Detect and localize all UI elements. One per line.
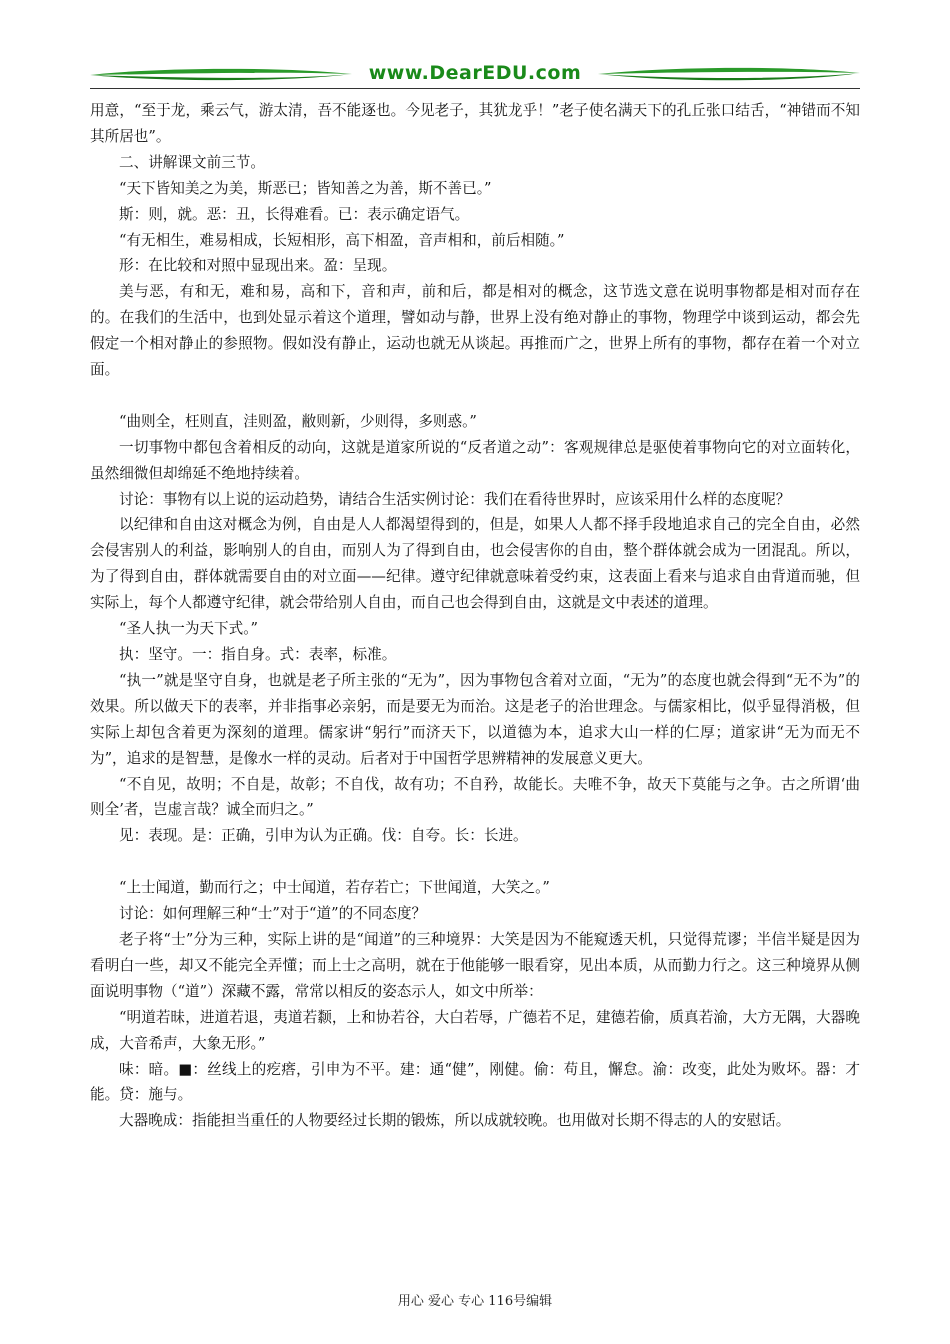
quote: “上士闻道，勤而行之；中士闻道，若存若亡；下世闻道，大笑之。” [119,879,550,897]
site-header [90,58,860,90]
annotation: 形：在比较和对照中显现出来。盈：呈现。 [119,257,397,275]
paragraph: 美与恶，有和无，难和易，高和下，音和声，前和后，都是相对的概念，这节选文意在说明事物都是相对而存在的。在我们的生活中，也到处显示着这个道理，譬如动与静，世界上没有绝对静止的事物，物理学中谈到运动，都会先假定一个相对静止的参照物。假如没有静止，运动也就无从谈起。再推而广之，世界上所有的事物，都存在着一个对立面。 [90,283,860,379]
paragraph: 以纪律和自由这对概念为例，自由是人人都渴望得到的，但是，如果人人都不择手段地追求自己的完全自由，必然会侵害别人的利益，影响别人的自由，而别人为了得到自由，也会侵害你的自由，整个群体就会成为一团混乱。所以，为了得到自由，群体就需要自由的对立面——纪律。遵守纪律就意味着受约束，这表面上看来与追求自由背道而驰，但实际上，每个人都遵守纪律，就会带给别人自由，而自己也会得到自由，这就是文中表述的道理。 [90,516,860,612]
quote: “圣人执一为天下式。” [119,620,258,638]
blank-line [90,849,860,875]
quote: “不自见，故明；不自是，故彰；不自伐，故有功；不自矜，故能长。夫唯不争，故天下莫能与之争。古之所谓‘曲则全’者，岂虚言哉？诚全而归之。” [90,775,860,819]
paragraph: “执一”就是坚守自身，也就是老子所主张的“无为”，因为事物包含着对立面，“无为”的态度也就会得到“无不为”的效果。所以做天下的表率，并非指事必亲躬，而是要无为而治。这是老子的治世理念。与儒家相比，似乎显得消极，但实际上却包含着更为深刻的道理。儒家讲“躬行”而济天下，以道德为本，追求大山一样的仁厚；道家讲“无为而无不为”，追求的是智慧，是像水一样的灵动。后者对于中国哲学思辨精神的发展意义更大。 [90,671,860,767]
quote: “有无相生，难易相成，长短相形，高下相盈，音声相和，前后相随。” [119,231,565,249]
annotation: 斯：则，就。恶：丑，长得难看。已：表示确定语气。 [119,205,470,223]
site-logo-text: www.DearEDU.com [368,62,582,84]
paragraph: 用意，“至于龙，乘云气，游太清，吾不能逐也。今见老子，其犹龙乎！”老子使名满天下的孔丘张口结舌，“神错而不知其所居也”。 [90,102,860,145]
discussion: 讨论：如何理解三种“士”对于“道”的不同态度？ [119,905,427,923]
paragraph: 老子将“士”分为三种，实际上讲的是“闻道”的三种境界：大笑是因为不能窥透天机，只觉得荒谬；半信半疑是因为看明白一些，却又不能完全弄懂；而上士之高明，就在于他能够一眼看穿，见出本质，从而勤力行之。这三种境界从侧面说明事物（“道”）深藏不露，常常以相反的姿态示人，如文中所举： [90,930,860,1000]
blank-line [90,383,860,409]
section-heading: 二、讲解课文前三节。 [119,153,265,171]
annotation: 见：表现。是：正确，引申为认为正确。伐：自夸。长：长进。 [119,827,528,845]
header-rule [90,88,860,89]
annotation: 味：暗。■：丝线上的疙瘩，引申为不平。建：通“健”，刚健。偷：苟且，懈怠。渝：改变，此处为败坏。器：才能。贷：施与。 [90,1060,860,1104]
annotation: 执：坚守。一：指自身。式：表率，标准。 [119,646,397,664]
article-body [90,98,860,1134]
quote: “曲则全，枉则直，洼则盈，敝则新，少则得，多则惑。” [119,412,477,430]
quote: “明道若昧，进道若退，夷道若颣，上和协若谷，大白若辱，广德若不足，建德若偷，质真若渝，大方无隅，大器晚成，大音希声，大象无形。” [90,1008,860,1052]
paragraph: 一切事物中都包含着相反的动向，这就是道家所说的“反者道之动”：客观规律总是驱使着事物向它的对立面转化，虽然细微但却绵延不绝地持续着。 [90,438,860,482]
page-footer: 用心 爱心 专心 116号编辑 [397,1294,553,1309]
paragraph: 大器晚成：指能担当重任的人物要经过长期的锻炼，所以成就较晚。也用做对长期不得志的人的安慰话。 [119,1112,791,1130]
discussion: 讨论：事物有以上说的运动趋势，请结合生活实例讨论：我们在看待世界时，应该采用什么样的态度呢？ [119,490,791,508]
quote: “天下皆知美之为美，斯恶已；皆知善之为善，斯不善已。” [119,179,492,197]
